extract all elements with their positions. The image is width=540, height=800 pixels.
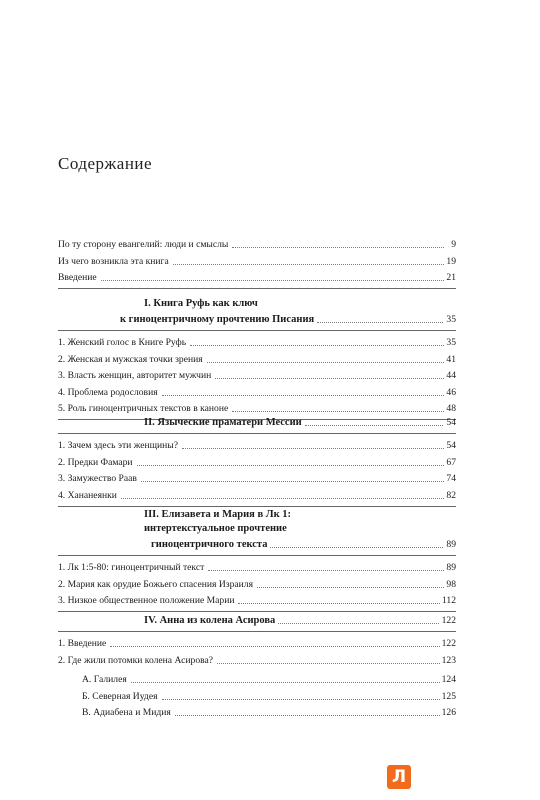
toc-entry (58, 366, 456, 382)
leader-dots (270, 547, 443, 548)
toc-entry-text: 3. Замужество Раав (58, 473, 137, 485)
toc-entry-page: 112 (441, 595, 456, 607)
toc-subentry (58, 703, 456, 719)
leader-dots (257, 587, 444, 588)
part-title-line: IV. Анна из колена Асирова (144, 615, 276, 626)
toc-entry-page: 89 (446, 562, 456, 574)
leader-dots (141, 481, 444, 482)
toc-entry-page: 54 (446, 440, 456, 452)
toc-entry-page: 48 (446, 402, 456, 414)
toc-entry-page: 124 (441, 674, 456, 686)
toc-entry-text: 2. Предки Фамари (58, 456, 133, 468)
toc-part-1 (58, 296, 456, 420)
toc-front (58, 235, 456, 289)
toc-entry-text: 1. Введение (58, 638, 107, 650)
toc-part-2 (58, 413, 456, 507)
toc-entry (58, 591, 456, 607)
toc-entry-page: 126 (441, 706, 456, 718)
part-page: 122 (441, 615, 456, 626)
divider (58, 433, 456, 434)
toc-entry-page: 9 (451, 239, 456, 251)
leader-dots (305, 425, 444, 426)
toc-entry-page: 67 (446, 456, 456, 468)
divider (58, 631, 456, 632)
labirint-logo-icon: Л (387, 765, 411, 789)
toc-entry-text: Б. Северная Иудея (82, 690, 158, 702)
part-heading (58, 507, 456, 551)
divider (58, 330, 456, 331)
toc-entry-page: 125 (441, 690, 456, 702)
leader-dots (137, 465, 444, 466)
part-title-line: к гиноцентричному прочтению Писания (120, 314, 315, 325)
toc-entry-text: Введение (58, 272, 97, 284)
divider (58, 555, 456, 556)
leader-dots (232, 411, 444, 412)
toc-entry (58, 382, 456, 398)
toc-entry-text: 2. Женская и мужская точки зрения (58, 353, 203, 365)
toc-entry (58, 650, 456, 666)
toc-entry-text: 4. Хананеянки (58, 489, 117, 501)
toc-entry (58, 251, 456, 267)
toc-entry (58, 485, 456, 501)
leader-dots (232, 247, 444, 248)
leader-dots (317, 322, 443, 323)
toc-entry (58, 574, 456, 590)
toc-entry-page: 82 (446, 489, 456, 501)
toc-entry-page: 19 (446, 255, 456, 267)
toc-entry-page: 35 (446, 337, 456, 349)
leader-dots (217, 663, 440, 664)
leader-dots (190, 345, 444, 346)
toc-entry-text: 1. Лк 1:5-80: гиноцентричный текст (58, 562, 205, 574)
part-heading (58, 413, 456, 429)
leader-dots (162, 699, 440, 700)
leader-dots (182, 448, 444, 449)
leader-dots (173, 264, 444, 265)
leader-dots (278, 623, 438, 624)
part-title-line: интертекстуальное прочтение (144, 523, 287, 534)
toc-entry-page: 98 (446, 578, 456, 590)
toc-entry-text: 1. Женский голос в Книге Руфь (58, 337, 187, 349)
leader-dots (121, 498, 444, 499)
part-title-line: I. Книга Руфь как ключ (144, 298, 258, 309)
toc-entry-page: 41 (446, 353, 456, 365)
toc-entry-page: 46 (446, 386, 456, 398)
toc-part-3 (58, 507, 456, 612)
part-title-line: гиноцентричного текста (151, 539, 268, 550)
toc-entry (58, 452, 456, 468)
toc-entry (58, 469, 456, 485)
leader-dots (215, 378, 444, 379)
toc-entry (58, 558, 456, 574)
toc-entry-text: А. Галилея (82, 674, 127, 686)
leader-dots (162, 395, 444, 396)
toc-entry (58, 634, 456, 650)
toc-entry-text: 3. Власть женщин, авторитет мужчин (58, 370, 212, 382)
toc-entry-text: Из чего возникла эта книга (58, 255, 169, 267)
leader-dots (207, 362, 444, 363)
toc-part-4 (58, 611, 456, 719)
toc-entry (58, 436, 456, 452)
toc-entry-text: 2. Где жили потомки колена Асирова? (58, 654, 214, 666)
toc-entry-text: По ту сторону евангелий: люди и смыслы (58, 239, 229, 251)
part-page: 35 (446, 314, 456, 325)
toc-entry (58, 333, 456, 349)
leader-dots (101, 280, 444, 281)
leader-dots (110, 646, 439, 647)
toc-entry-text: 5. Роль гиноцентричных текстов в каноне (58, 402, 229, 414)
page-title: Содержание (58, 154, 153, 173)
toc-entry-text: 4. Проблема родословия (58, 386, 158, 398)
toc-entry-page: 44 (446, 370, 456, 382)
toc-subentry (58, 670, 456, 686)
toc-entry-page: 123 (441, 654, 456, 666)
leader-dots (131, 682, 440, 683)
toc-entry-page: 21 (446, 272, 456, 284)
divider (58, 288, 456, 289)
toc-subentry (58, 686, 456, 702)
part-title-line: III. Елизавета и Мария в Лк 1: (144, 509, 291, 520)
leader-dots (208, 570, 444, 571)
part-heading (58, 611, 456, 627)
toc-entry-text: 2. Мария как орудие Божьего спасения Израиля (58, 578, 253, 590)
toc-entry (58, 268, 456, 284)
leader-dots (175, 715, 440, 716)
toc-entry-page: 74 (446, 473, 456, 485)
toc-entry (58, 235, 456, 251)
toc-entry-text: 1. Зачем здесь эти женщины? (58, 440, 178, 452)
toc-entry-page: 122 (441, 638, 456, 650)
part-page: 54 (446, 417, 456, 428)
toc-entry-text: 3. Низкое общественное положение Марии (58, 595, 235, 607)
leader-dots (238, 603, 439, 604)
part-title-line: II. Языческие праматери Мессии (144, 417, 302, 428)
toc-entry (58, 349, 456, 365)
part-heading (58, 296, 456, 326)
part-page: 89 (446, 539, 456, 550)
toc-entry-text: В. Адиабена и Мидия (82, 706, 171, 718)
